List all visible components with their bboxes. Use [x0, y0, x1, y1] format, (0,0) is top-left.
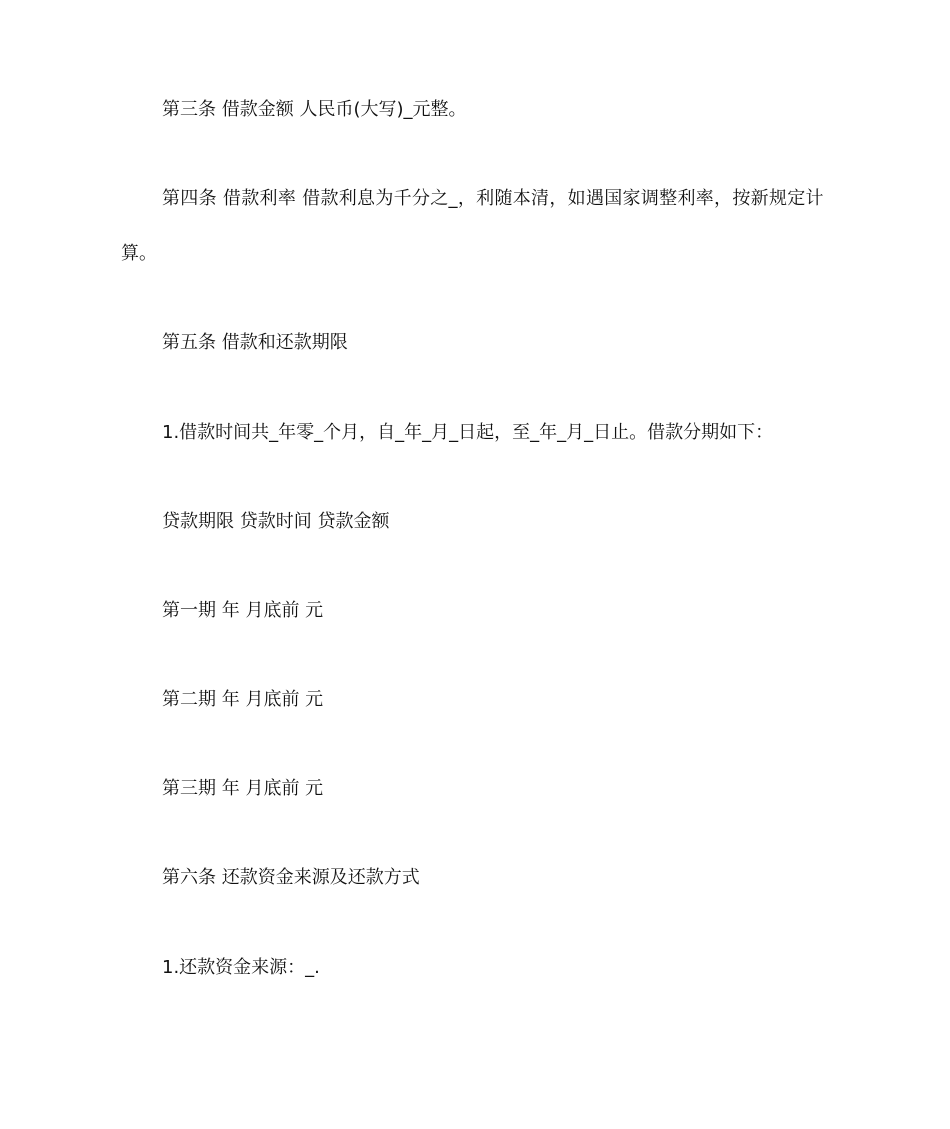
- article-4-interest-rate-line-1: 第四条 借款利率 借款利息为千分之_，利随本清，如遇国家调整利率，按新规定计: [162, 188, 824, 209]
- installment-row-3: 第三期 年 月底前 元: [162, 778, 324, 799]
- installment-row-1: 第一期 年 月底前 元: [162, 600, 324, 621]
- article-5-heading: 第五条 借款和还款期限: [162, 332, 348, 353]
- installment-row-2: 第二期 年 月底前 元: [162, 689, 324, 710]
- article-4-interest-rate-line-2: 算。: [121, 243, 157, 264]
- installment-table-header: 贷款期限 贷款时间 贷款金额: [162, 511, 390, 532]
- article-3-loan-amount: 第三条 借款金额 人民币(大写)_元整。: [162, 99, 467, 120]
- article-6-heading: 第六条 还款资金来源及还款方式: [162, 867, 420, 888]
- loan-period-clause: 1.借款时间共_年零_个月，自_年_月_日起，至_年_月_日止。借款分期如下：: [162, 422, 774, 443]
- repayment-source-clause: 1.还款资金来源：_.: [162, 957, 320, 978]
